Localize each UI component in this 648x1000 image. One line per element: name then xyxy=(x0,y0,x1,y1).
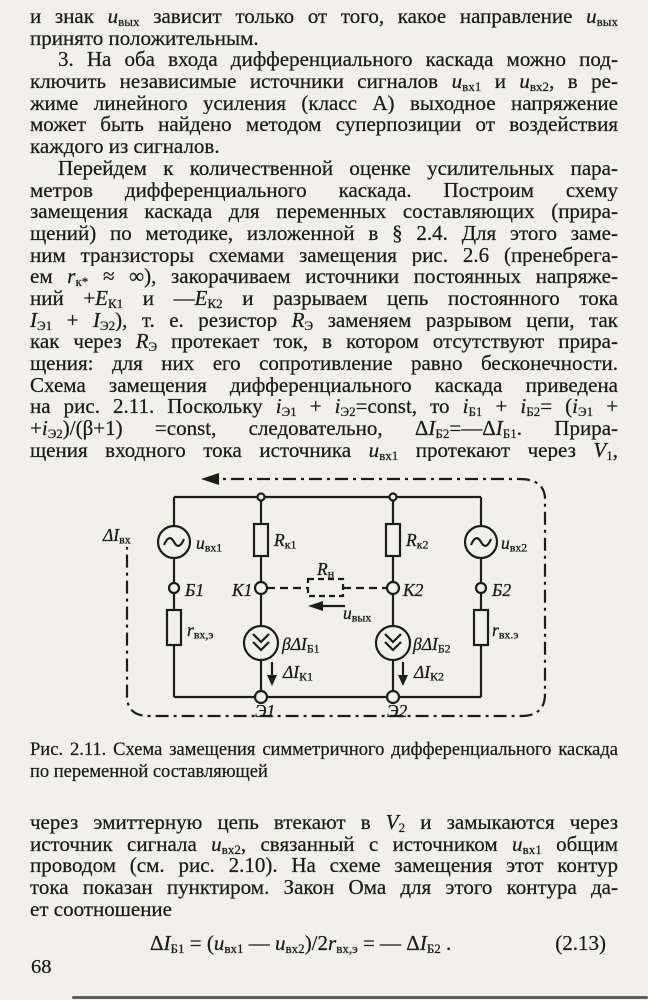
load-resistor-rn xyxy=(267,579,387,596)
text-line: ним транзисторы схемами замещения рис. 2.6 (пренебрега- xyxy=(30,244,618,267)
ac-source-2 xyxy=(465,526,497,558)
text-line: проводом (см. рис. 2.10). На схеме замещения этот контур xyxy=(30,855,618,878)
equation-formula: $\Delta I_{Б1} = (u_{вх1}$ — $u_{вх2})/2r_{вх,э}$ = — $\Delta I_{Б2}$ . xyxy=(150,931,452,956)
text-line: ет соотношение xyxy=(30,898,172,921)
label-node-e2: Э2 xyxy=(387,701,408,721)
text-line: может быть найдено методом суперпозиции от воздействия xyxy=(30,114,618,137)
resistor-rvh-right xyxy=(474,610,488,645)
text-line: щения входного тока источника $u_{вх1}$ протекают через $V_1$, xyxy=(30,439,618,462)
text-line: принято положительным. xyxy=(30,27,259,50)
text-line: тока показан пунктиром. Закон Ома для этого контура да- xyxy=(30,877,618,899)
after-figure-paragraph xyxy=(30,812,618,920)
resistor-rvh-left xyxy=(167,610,181,645)
label-node-k1: К1 xyxy=(232,580,253,600)
label-di-k1: $\Delta I_{К1}$ xyxy=(283,662,313,684)
label-u-vx2: $u_{вх2}$ xyxy=(501,533,528,555)
text-line: жиме линейного усиления (класс А) выходное напряжение xyxy=(30,92,618,115)
label-node-e1: Э1 xyxy=(255,701,276,721)
text-line: как через $R_Э$ протекает ток, в котором отсутствуют прира- xyxy=(30,331,618,353)
text-line: каждого из сигналов. xyxy=(30,136,220,158)
text-line: Перейдем к количественной оценке усилительных пара- xyxy=(58,157,618,180)
body-paragraphs xyxy=(30,6,618,461)
label-r-vh-left: $r_{вх,э}$ xyxy=(187,620,214,642)
text-line: ем $r_{к*}$ ≈ ∞), закорачиваем источники постоянных напряже- xyxy=(30,266,618,288)
label-di-k2: $\Delta I_{К2}$ xyxy=(414,662,444,684)
uvyh-arrow xyxy=(308,601,345,611)
label-u-vx1: $u_{вх1}$ xyxy=(196,533,223,555)
text-line: 3. На оба входа дифференциального каскада можно под- xyxy=(58,49,618,72)
label-node-b2: Б2 xyxy=(492,580,512,600)
text-line: и знак $u_{вых}$ зависит только от того, какое направление $u_{вых}$ xyxy=(30,6,618,28)
label-node-b1: Б1 xyxy=(185,580,205,600)
text-line: щений) по методике, изложенной в § 2.4. Для этого заме- xyxy=(30,222,618,245)
label-r-k2: $R_{к2}$ xyxy=(406,530,429,552)
text-line: источник сигнала $u_{вх2}$, связанный с источником $u_{вх1}$ общим xyxy=(30,833,618,856)
text-line: на рис. 2.11. Поскольку $i_{Э1}$ + $i_{Э2}=const$, то $i_{Б1} + i_{Б2}= (i_{Э1}$ + xyxy=(30,396,618,419)
label-u-vyh: $u_{вых}$ xyxy=(343,603,372,625)
label-beta-di-b1: βΔI$_{Б1}$ xyxy=(282,634,320,656)
text-line: через эмиттерную цепь втекают в $V_2$ и замыкаются через xyxy=(30,812,618,834)
equation-2-13 xyxy=(30,929,618,959)
resistor-rk1 xyxy=(254,524,268,556)
circuit-svg xyxy=(95,472,560,740)
label-node-k2: К2 xyxy=(403,580,424,600)
figure-caption xyxy=(30,740,618,783)
label-delta-i-vx: $\Delta I_{вх}$ xyxy=(103,525,131,547)
text-line: замещения каскада для переменных составляющих (прира- xyxy=(30,201,618,223)
current-source-2 xyxy=(376,626,410,660)
caption-line: Рис. 2.11. Схема замещения симметричного дифференциального каскада xyxy=(30,740,618,760)
figure-circuit-diagram xyxy=(95,472,560,740)
caption-line: по переменной составляющей xyxy=(30,761,268,782)
current-source-1 xyxy=(244,626,278,660)
text-line: щения: для них его сопротивление равно бесконечности. xyxy=(30,353,618,375)
page-number: 68 xyxy=(31,956,52,978)
dik2-arrow xyxy=(398,662,408,686)
dik1-arrow xyxy=(267,662,277,686)
scan-edge-line xyxy=(72,996,648,999)
text-line: $+i_{Э2})/(\beta+1)$ =const, следовательно, $\Delta I_{Б2}=—\Delta I_{Б1}$. Прира- xyxy=(30,418,618,440)
text-line: ний $+E_{К1}$ и $—E_{К2}$ и разрываем цепь постоянного тока xyxy=(30,287,618,310)
label-r-vh-right: $r_{вх.э}$ xyxy=(492,620,519,642)
label-beta-di-b2: βΔI$_{Б2}$ xyxy=(413,634,451,656)
text-line: ключить независимые источники сигналов $u_{вх1}$ и $u_{вх2}$, в ре- xyxy=(30,71,618,93)
text-line: $I_{Э1} + I_{Э2}$), т. е. резистор $R_Э$ заменяем разрывом цепи, так xyxy=(30,309,618,332)
text-line: Схема замещения дифференциального каскада приведена xyxy=(30,374,618,397)
ac-source-1 xyxy=(158,526,190,558)
label-r-k1: $R_{к1}$ xyxy=(274,530,297,552)
equation-number: (2.13) xyxy=(555,931,606,955)
resistor-rk2 xyxy=(386,524,400,556)
label-r-n: $R_н$ xyxy=(317,559,335,581)
loop-arrowhead xyxy=(201,473,219,485)
text-line: метров дифференциального каскада. Построим схему xyxy=(30,179,618,202)
